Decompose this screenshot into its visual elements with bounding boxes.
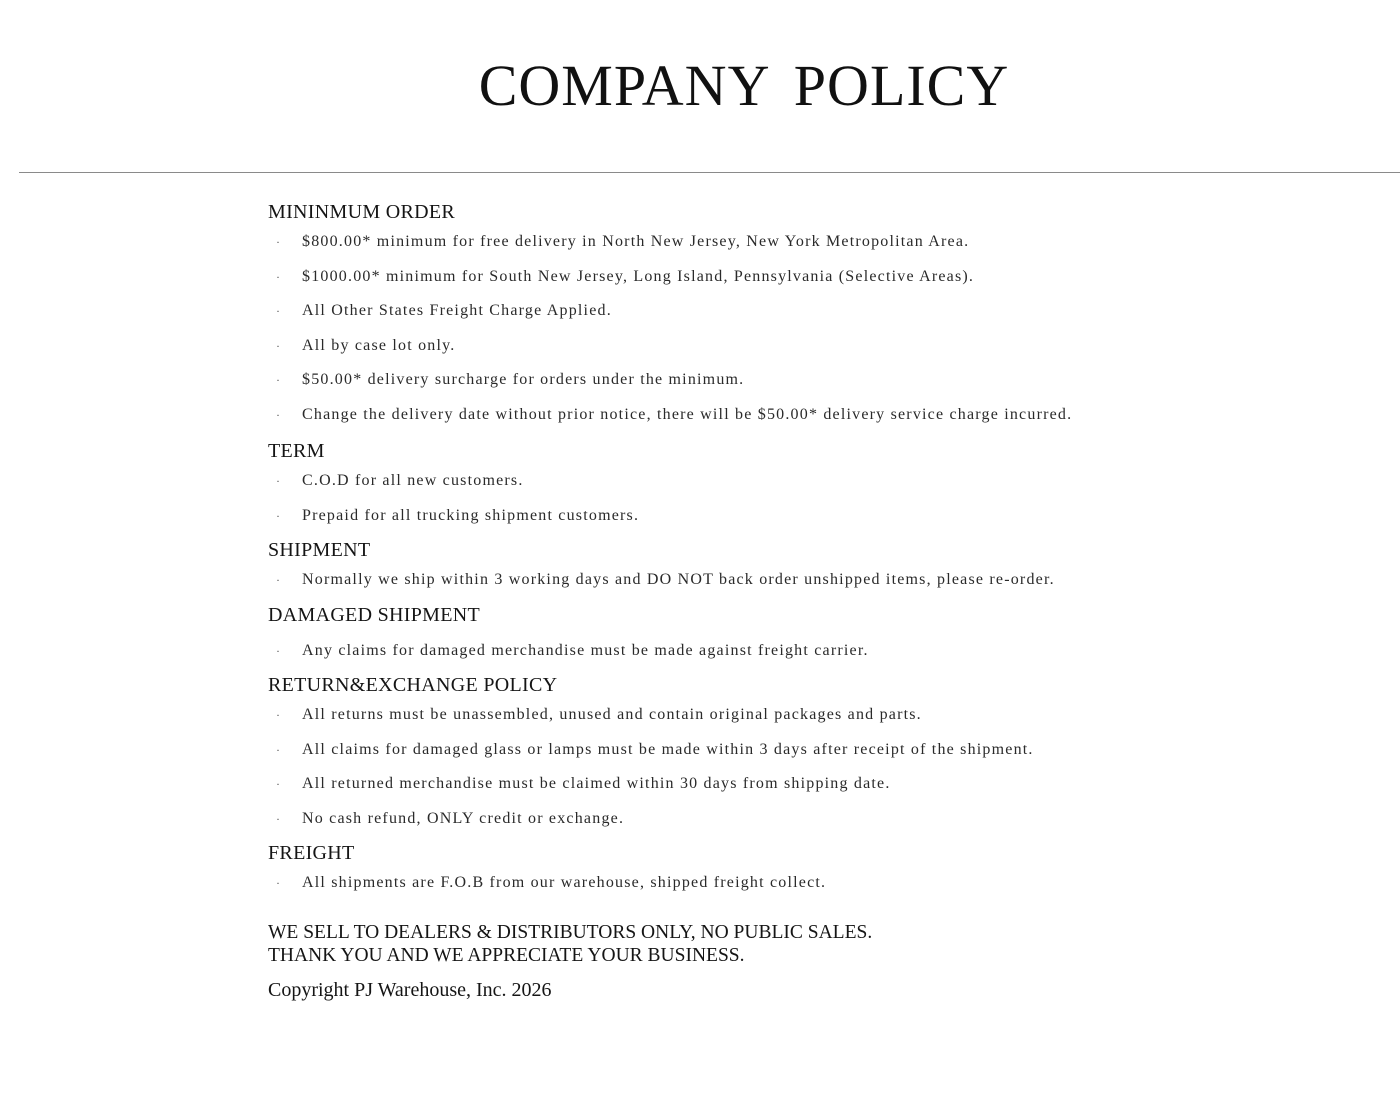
list-item: · No cash refund, ONLY credit or exchange.: [268, 802, 1368, 837]
section-heading-return-exchange: RETURN&EXCHANGE POLICY: [268, 674, 558, 696]
page-title: COMPANY POLICY: [478, 53, 1010, 118]
bullet-dot: ·: [276, 876, 282, 890]
return-exchange-list: [268, 698, 1368, 836]
title-divider: [19, 172, 1400, 173]
list-item: · All returns must be unassembled, unused and contain original packages and parts.: [268, 698, 1368, 733]
list-item: · Normally we ship within 3 working days and DO NOT back order unshipped items, please re-order.: [268, 563, 1368, 598]
policy-content: [268, 199, 1368, 1002]
section-return-exchange: [268, 672, 1368, 836]
section-heading-shipment: SHIPMENT: [268, 539, 371, 561]
bullet-dot: ·: [276, 373, 282, 387]
bullet-dot: ·: [276, 708, 282, 722]
bullet-dot: ·: [276, 235, 282, 249]
section-heading-term: TERM: [268, 440, 325, 462]
bullet-dot: ·: [276, 304, 282, 318]
list-item: · Any claims for damaged merchandise must be made against freight carrier.: [268, 634, 1368, 669]
copyright-notice: Copyright PJ Warehouse, Inc. 2026: [268, 978, 552, 1001]
section-shipment: [268, 537, 1368, 598]
list-item: · C.O.D for all new customers.: [268, 464, 1368, 499]
section-heading-damaged-shipment: DAMAGED SHIPMENT: [268, 603, 481, 626]
list-item: · All by case lot only.: [268, 329, 1368, 364]
bullet-dot: ·: [276, 508, 282, 523]
term-list: [268, 464, 1368, 533]
section-heading-freight: FREIGHT: [268, 842, 355, 864]
list-item: · All shipments are F.O.B from our warehouse, shipped freight collect.: [268, 866, 1368, 901]
shipment-list: [268, 563, 1368, 598]
section-term: [268, 438, 1368, 533]
section-freight: [268, 840, 1368, 901]
list-item: · $1000.00* minimum for South New Jersey, Long Island, Pennsylvania (Selective Areas).: [268, 260, 1368, 295]
section-damaged-shipment: [268, 602, 1368, 669]
list-item: · Prepaid for all trucking shipment customers.: [268, 499, 1368, 534]
bullet-dot: ·: [276, 777, 282, 791]
closing-statement: [268, 921, 1368, 967]
list-item: · $50.00* delivery surcharge for orders under the minimum.: [268, 363, 1368, 398]
bullet-dot: ·: [276, 474, 282, 488]
bullet-dot: ·: [276, 338, 282, 353]
list-item: · Change the delivery date without prior notice, there will be $50.00* delivery service charge incurred.: [268, 398, 1368, 433]
dealers-only-notice: WE SELL TO DEALERS & DISTRIBUTORS ONLY, NO PUBLIC SALES.: [268, 921, 873, 943]
section-minimum-order: [268, 199, 1368, 432]
freight-list: [268, 866, 1368, 901]
bullet-dot: ·: [276, 742, 282, 757]
bullet-dot: ·: [276, 407, 282, 422]
bullet-dot: ·: [276, 643, 282, 658]
thank-you-note: THANK YOU AND WE APPRECIATE YOUR BUSINESS.: [268, 944, 745, 966]
list-item: · All returned merchandise must be claimed within 30 days from shipping date.: [268, 767, 1368, 802]
list-item: · All claims for damaged glass or lamps must be made within 3 days after receipt of the shipment.: [268, 733, 1368, 768]
minimum-order-list: [268, 225, 1368, 432]
bullet-dot: ·: [276, 269, 282, 284]
list-item: · $800.00* minimum for free delivery in North New Jersey, New York Metropolitan Area.: [268, 225, 1368, 260]
list-item: · All Other States Freight Charge Applied.: [268, 294, 1368, 329]
damaged-shipment-list: [268, 634, 1368, 669]
bullet-dot: ·: [276, 811, 282, 826]
bullet-dot: ·: [276, 573, 282, 587]
section-heading-minimum-order: MININMUM ORDER: [268, 201, 455, 223]
